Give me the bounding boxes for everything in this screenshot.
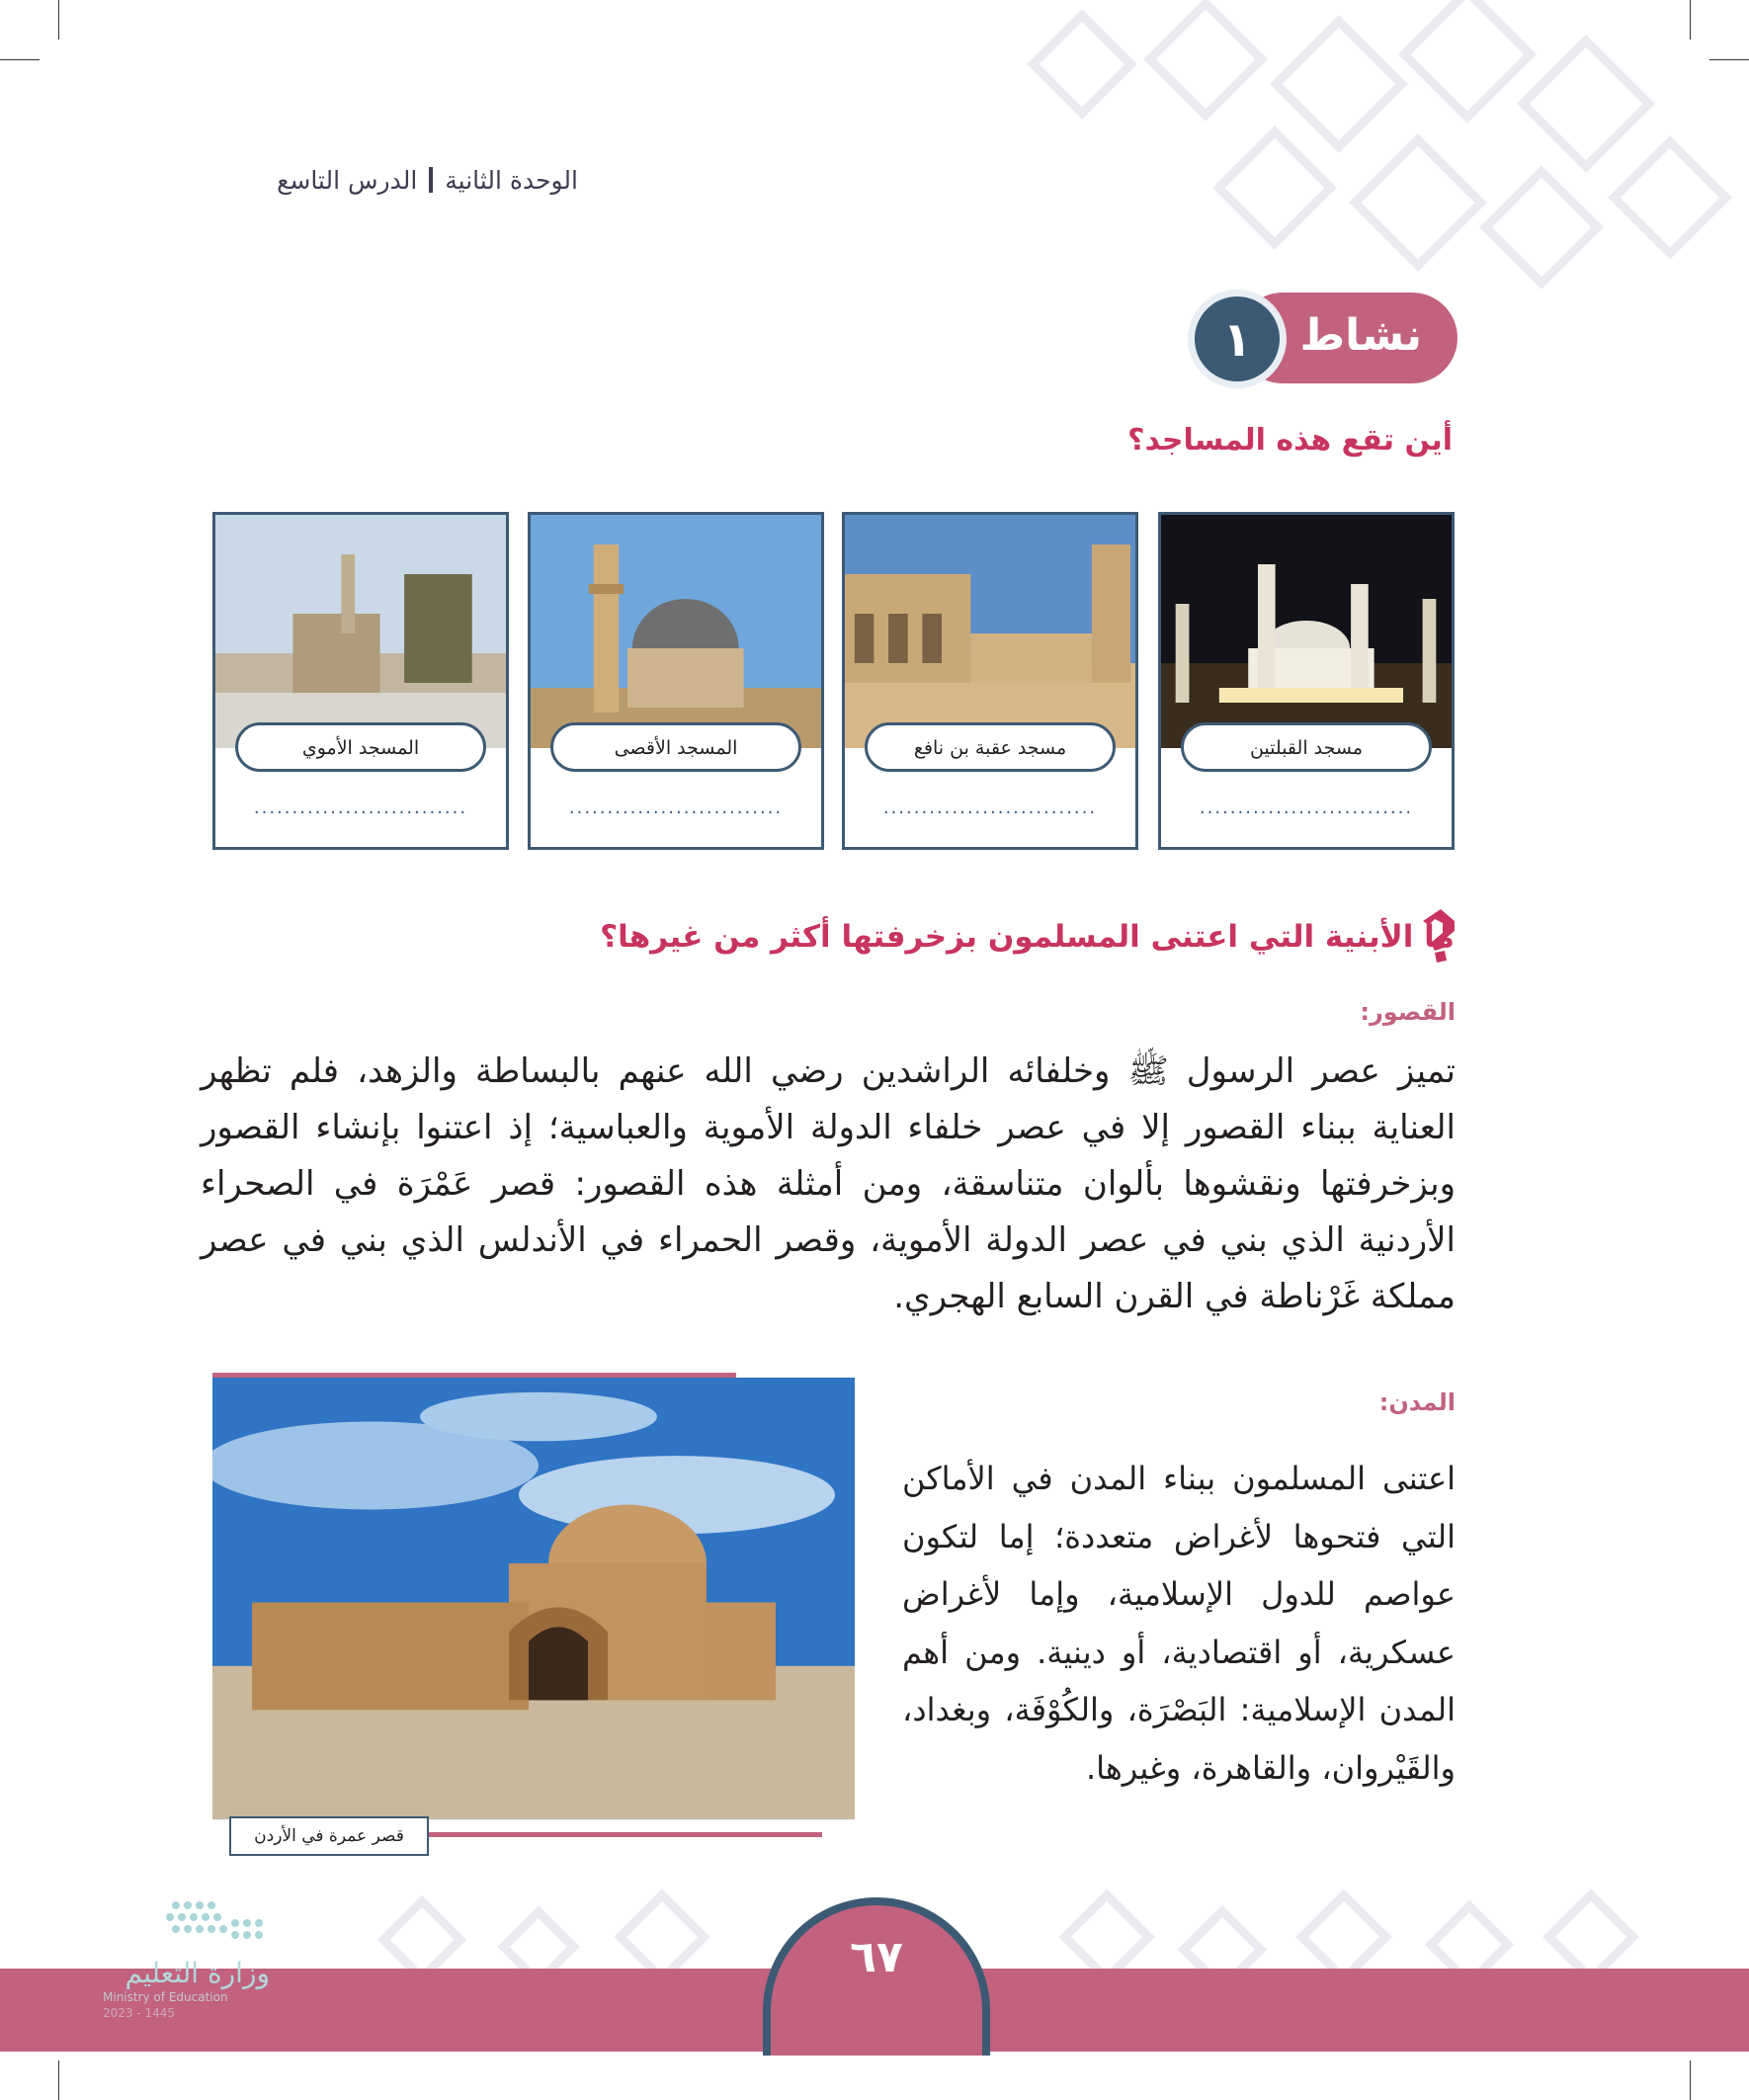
palaces-paragraph: تميز عصر الرسول ﷺ وخلفائه الراشدين رضي الله عنهم بالبساطة والزهد، فلم تظهر العناية ببناء القصور إلا في عصر خلفاء الدولة الأموية والعباسية؛ إذ اعتنوا بإنشاء القصور وبزخرفتها ونقشوها بألوان متناسقة، ومن أمثلة هذه القصور: قصر عَمْرَة في الصحراء الأردنية الذي بني في عصر الدولة الأموية، وقصر الحمراء في الأندلس الذي بني في عصر مملكة غَرْناطة في القرن السابع الهجري. [201, 1051, 1456, 1316]
mosque-photo [1161, 515, 1452, 748]
answer-blank[interactable]: ............................ [882, 798, 1098, 818]
mosque-card-aqsa [528, 512, 824, 850]
logo-dots-icon [97, 1895, 324, 1955]
logo-year-text: 2023 - 1445 [103, 2006, 176, 2020]
activity-label: نشاط [1299, 310, 1422, 361]
mosque-photo [531, 515, 821, 748]
cities-paragraph: اعتنى المسلمون ببناء المدن في الأماكن التي فتحوها لأغراض متعددة؛ إما لتكون عواصم للدول الإسلامية، وإما لأغراض عسكرية، أو اقتصادية، أو دينية. ومن أهم المدن الإسلامية: البَصْرَة، والكُوْفَة، وبغداد، والقَيْروان، والقاهرة، وغيرها. [902, 1460, 1456, 1787]
answer-blank[interactable]: ............................ [568, 798, 784, 818]
photo-caption: قصر عمرة في الأردن [229, 1816, 429, 1856]
lesson-label: الدرس التاسع [277, 166, 418, 195]
mosque-photo [215, 515, 506, 748]
palaces-heading: القصور: [1360, 998, 1456, 1026]
activity-number-circle [1188, 290, 1287, 388]
cities-heading: المدن: [1378, 1388, 1456, 1416]
answer-blank[interactable]: ............................ [1199, 798, 1414, 818]
crop-mark [1709, 59, 1749, 60]
mosque-card-uqba [842, 512, 1138, 850]
header-separator [429, 167, 433, 193]
mosque-name-label: مسجد القبلتين [1181, 722, 1432, 772]
photo-bottom-line [427, 1832, 822, 1837]
main-question: ما الأبنية التي اعتنى المسلمون بزخرفتها أكثر من غيرها؟ [600, 919, 1455, 955]
crop-mark [1690, 0, 1691, 40]
mosque-card-quba [1158, 512, 1455, 850]
activity-badge [1188, 290, 1458, 388]
crop-mark [58, 2060, 59, 2100]
activity-number: ١ [1222, 312, 1252, 368]
mosque-name-label: مسجد عقبة بن نافع [865, 722, 1116, 772]
mosque-photo [845, 515, 1135, 748]
page-number: ٦٧ [850, 1932, 903, 1982]
activity-question: أين تقع هذه المساجد؟ [1127, 423, 1453, 458]
mosque-name-label: المسجد الأقصى [550, 722, 801, 772]
crop-mark [0, 59, 40, 60]
lesson-header [277, 166, 578, 195]
mosque-name-label: المسجد الأموي [235, 722, 486, 772]
mosque-card-umayyad [212, 512, 509, 850]
qusayr-amra-photo [212, 1378, 855, 1824]
logo-english-text: Ministry of Education [103, 1990, 228, 2004]
answer-blank[interactable]: ............................ [253, 798, 468, 818]
crop-mark [58, 0, 59, 40]
logo-arabic-text: وزارة التعليم [125, 1957, 270, 1989]
unit-label: الوحدة الثانية [445, 166, 578, 195]
crop-mark [1690, 2060, 1691, 2100]
ministry-logo [97, 1895, 324, 2020]
